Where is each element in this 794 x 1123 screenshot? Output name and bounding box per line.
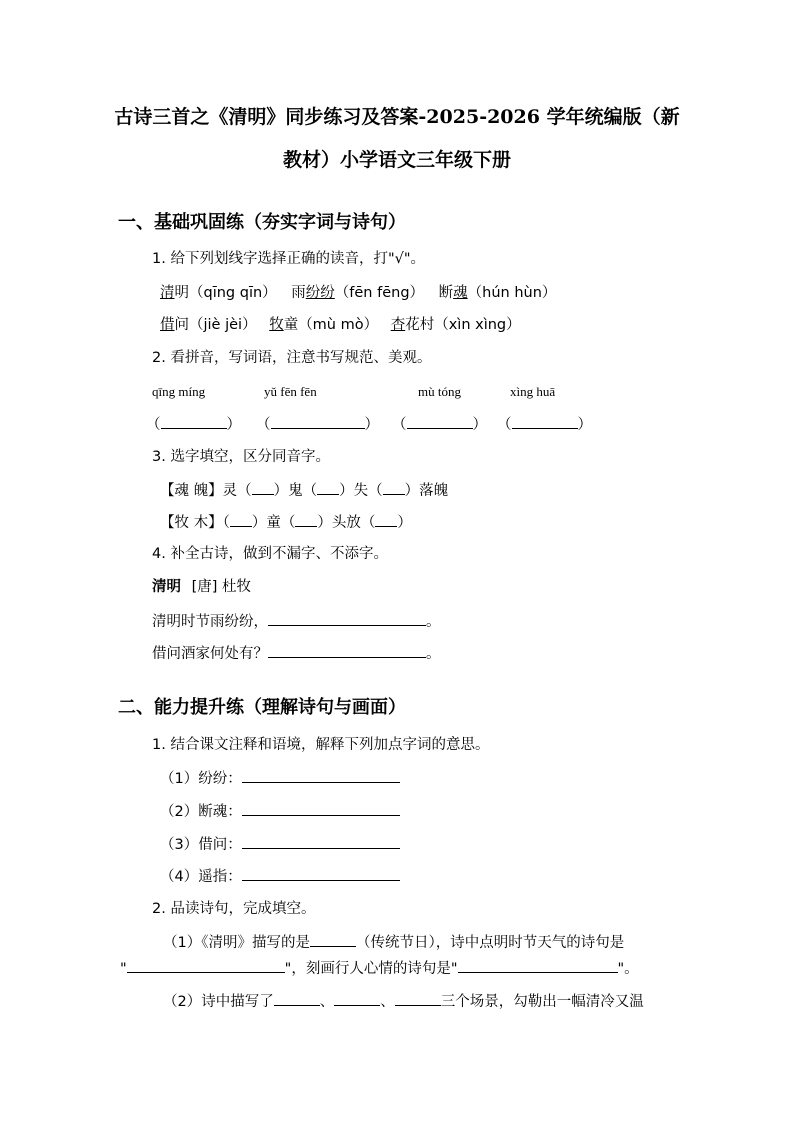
- poem-heading: [152, 577, 251, 597]
- s2-q1-item-4: （4）遥指：: [160, 865, 400, 887]
- q1-prompt: 1. 给下列划线字选择正确的读音，打"√"。: [152, 251, 426, 267]
- s2-q1-blank-4[interactable]: [242, 865, 400, 881]
- q2-answer-box-4[interactable]: （ ）: [497, 413, 592, 435]
- section-1-heading: 一、基础巩固练（夯实字词与诗句）: [118, 212, 406, 233]
- q2-answer-box-1[interactable]: （ ）: [146, 413, 241, 435]
- q3-blank-5[interactable]: [295, 511, 317, 527]
- q1-item-5: 牧童（mù mò）: [269, 317, 379, 333]
- s2-q2-p1-line-1: （1）《清明》描写的是 （传统节日），诗中点明时节天气的诗句是: [163, 931, 624, 953]
- q2-pinyin-3: mù tóng: [418, 384, 461, 399]
- q2-pinyin-1: qīng míng: [152, 384, 206, 399]
- s2-q2-blank-scene-1[interactable]: [274, 990, 320, 1006]
- s2-q1-blank-2[interactable]: [242, 800, 400, 816]
- q3-blank-1[interactable]: [252, 479, 274, 495]
- poem-line-2: 借问酒家何处有？ 。: [152, 642, 441, 664]
- q2-answer-box-3[interactable]: （ ）: [392, 413, 487, 435]
- poem-blank-1[interactable]: [268, 610, 426, 626]
- q1-row-2: [160, 315, 521, 335]
- q2-answer-blank-2[interactable]: [271, 413, 365, 429]
- q3-row-1: 【魂 魄】灵（ ）鬼（ ）失（ ）落魄: [160, 479, 448, 501]
- s2-q1-blank-3[interactable]: [242, 833, 400, 849]
- q3-row-2: 【牧 木】（ ）童（ ）头放（ ）: [160, 511, 412, 533]
- q1-item-2: 雨纷纷（fēn fēng）: [291, 285, 425, 301]
- s2-q2-blank-festival[interactable]: [310, 931, 356, 947]
- q1-item-6: 杏花村（xìn xìng）: [390, 317, 521, 333]
- q3-blank-3[interactable]: [383, 479, 405, 495]
- s2-q2-blank-scene-2[interactable]: [334, 990, 380, 1006]
- page-title-line-2: 教材）小学语文三年级下册: [282, 149, 511, 171]
- section-2-heading: 二、能力提升练（理解诗句与画面）: [118, 697, 406, 718]
- s2-q2-blank-scene-3[interactable]: [395, 990, 441, 1006]
- q1-item-1: 清明（qīng qīn）: [160, 285, 277, 301]
- s2-q1-item-3: （3）借问：: [160, 833, 400, 855]
- poem-author: [唐] 杜牧: [191, 579, 252, 595]
- s2-q1-prompt: 1. 结合课文注释和语境，解释下列加点字词的意思。: [152, 737, 490, 753]
- q2-pinyin-4: xìng huā: [510, 384, 556, 399]
- q2-pinyin-2: yǔ fēn fēn: [264, 384, 317, 399]
- q4-prompt: 4. 补全古诗，做到不漏字、不添字。: [152, 546, 388, 562]
- s2-q1-blank-1[interactable]: [242, 767, 400, 783]
- q3-blank-4[interactable]: [230, 511, 252, 527]
- poem-line-1: 清明时节雨纷纷， 。: [152, 610, 441, 632]
- q2-answer-blank-3[interactable]: [407, 413, 473, 429]
- q2-answer-box-2[interactable]: （ ）: [256, 413, 379, 435]
- q1-item-3: 断魂（hún hùn）: [438, 285, 557, 301]
- s2-q2-p2-line-1: （2）诗中描写了 、 、 三个场景，勾勒出一幅清冷又温: [163, 990, 644, 1012]
- q3-blank-2[interactable]: [317, 479, 339, 495]
- s2-q2-p1-line-2: " "，刻画行人心情的诗句是" "。: [120, 957, 639, 979]
- q2-answer-blank-4[interactable]: [512, 413, 578, 429]
- s2-q2-blank-mood[interactable]: [458, 957, 618, 973]
- q1-item-4: 借问（jiè jèi）: [160, 317, 257, 333]
- q1-row-1: [160, 283, 556, 303]
- s2-q2-blank-weather[interactable]: [127, 957, 285, 973]
- s2-q1-item-2: （2）断魂：: [160, 800, 400, 822]
- q3-prompt: 3. 选字填空，区分同音字。: [152, 449, 330, 465]
- page-title-line-1: 古诗三首之《清明》同步练习及答案-2025-2026 学年统编版（新: [114, 106, 680, 128]
- q3-blank-6[interactable]: [375, 511, 397, 527]
- s2-q1-item-1: （1）纷纷：: [160, 767, 400, 789]
- q2-answer-blank-1[interactable]: [161, 413, 227, 429]
- poem-blank-2[interactable]: [268, 642, 426, 658]
- poem-title: 清明: [152, 579, 181, 595]
- q2-prompt: 2. 看拼音，写词语，注意书写规范、美观。: [152, 350, 432, 366]
- s2-q2-prompt: 2. 品读诗句，完成填空。: [152, 901, 316, 917]
